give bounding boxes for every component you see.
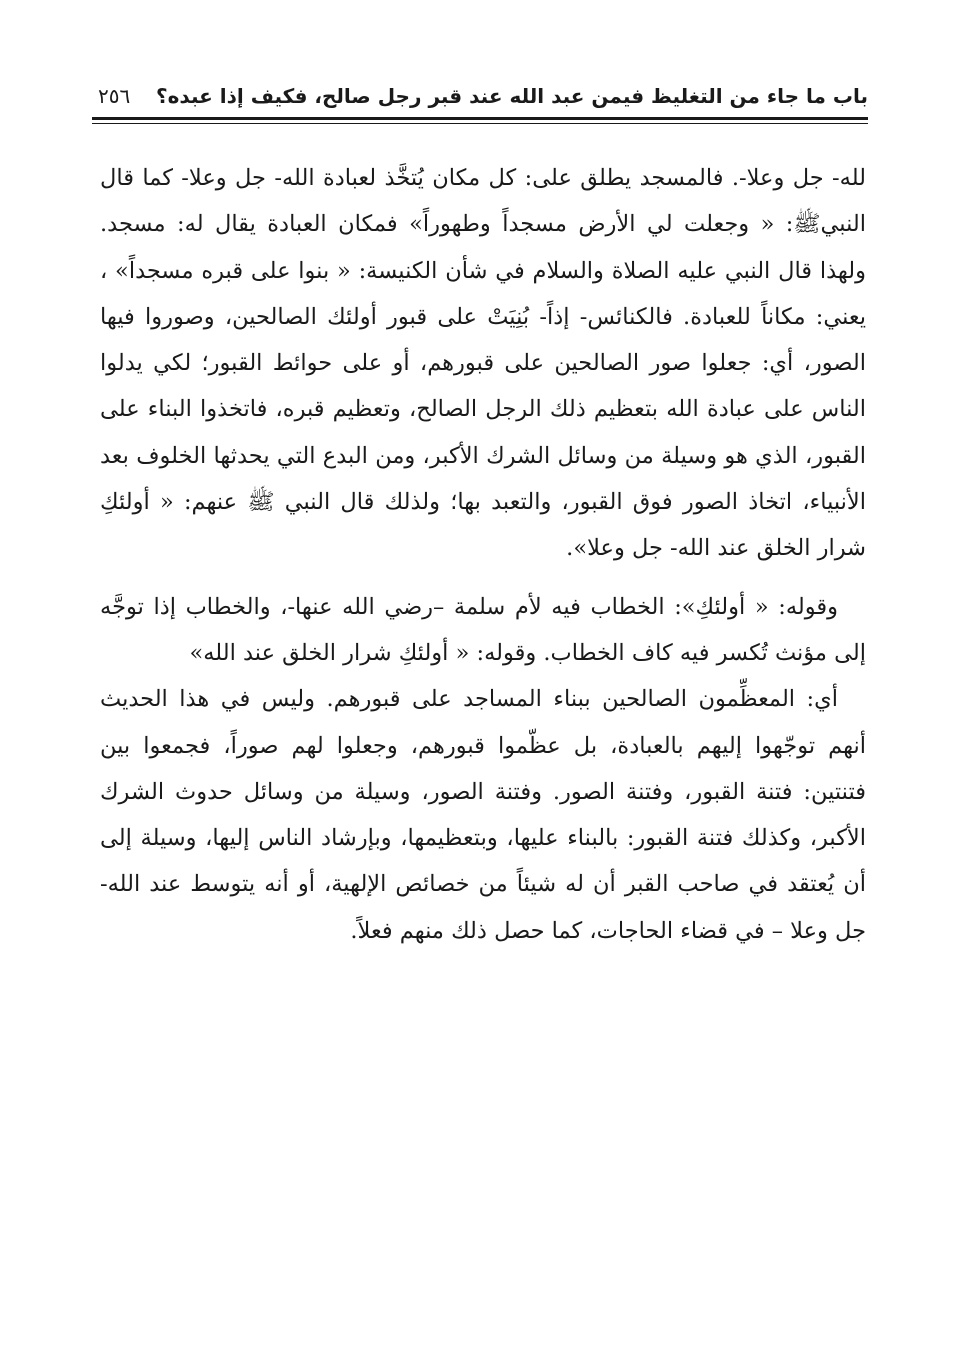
page-number: ٢٥٦ xyxy=(98,84,131,108)
header-rule-thin xyxy=(92,123,868,124)
paragraph: وقوله: « أولئكِ»: الخطاب فيه لأم سلمة –رضي الله عنها-، والخطاب إذا توجَّه إلى مؤنث تُكسر فيه كاف الخطاب. وقوله: « أولئكِ شرار الخلق عند الله» xyxy=(100,593,866,666)
running-header xyxy=(92,80,868,114)
chapter-title: باب ما جاء من التغليظ فيمن عبد الله عند قبر رجل صالح، فكيف إذا عبده؟ xyxy=(156,84,868,108)
paragraph: لله- جل وعلا-. فالمسجد يطلق على: كل مكان يُتخَّذ لعبادة الله- جل وعلا- كما قال النبيﷺ: « وجعلت لي الأرض مسجداً وطهوراً» فمكان العبادة يقال له: مسجد. ولهذا قال النبي عليه الصلاة والسلام في شأن الكنيسة: « بنوا على قبره مسجداً» ، يعني: مكاناً للعبادة. فالكنائس- إذاً- بُنِيَتْ على قبور أولئك الصالحين، وصوروا فيها الصور، أي: جعلوا صور الصالحين على قبورهم، أو على حوائط القبور؛ لكي يدلوا الناس على عبادة الله بتعظيم ذلك الرجل الصالح، وتعظيم قبره، فاتخذوا البناء على القبور، الذي هو وسيلة من وسائل الشرك الأكبر، ومن البدع التي يحدثها الخلوف بعد الأنبياء، اتخاذ الصور فوق القبور، والتعبد بها؛ ولذلك قال النبي ﷺ عنهم: « أولئكِ شرار الخلق عند الله- جل وعلا». xyxy=(100,165,866,562)
header-rule-thick xyxy=(92,117,868,120)
body-text xyxy=(100,155,866,954)
paragraph: أي: المعظِّمون الصالحين ببناء المساجد على قبورهم. وليس في هذا الحديث أنهم توجّهوا إليهم بالعبادة، بل عظّموا قبورهم، وجعلوا لهم صوراً، فجمعوا بين فتنتين: فتنة القبور، وفتنة الصور. وفتنة الصور، وسيلة من وسائل حدوث الشرك الأكبر، وكذلك فتنة القبور: بالبناء عليها، وبتعظيمها، وبإرشاد الناس إليها، وسيلة إلى أن يُعتقد في صاحب القبر أن له شيئاً من خصائص الإلهية، أو أنه يتوسط عند الله- جل وعلا – في قضاء الحاجات، كما حصل ذلك منهم فعلاً. xyxy=(100,686,866,944)
